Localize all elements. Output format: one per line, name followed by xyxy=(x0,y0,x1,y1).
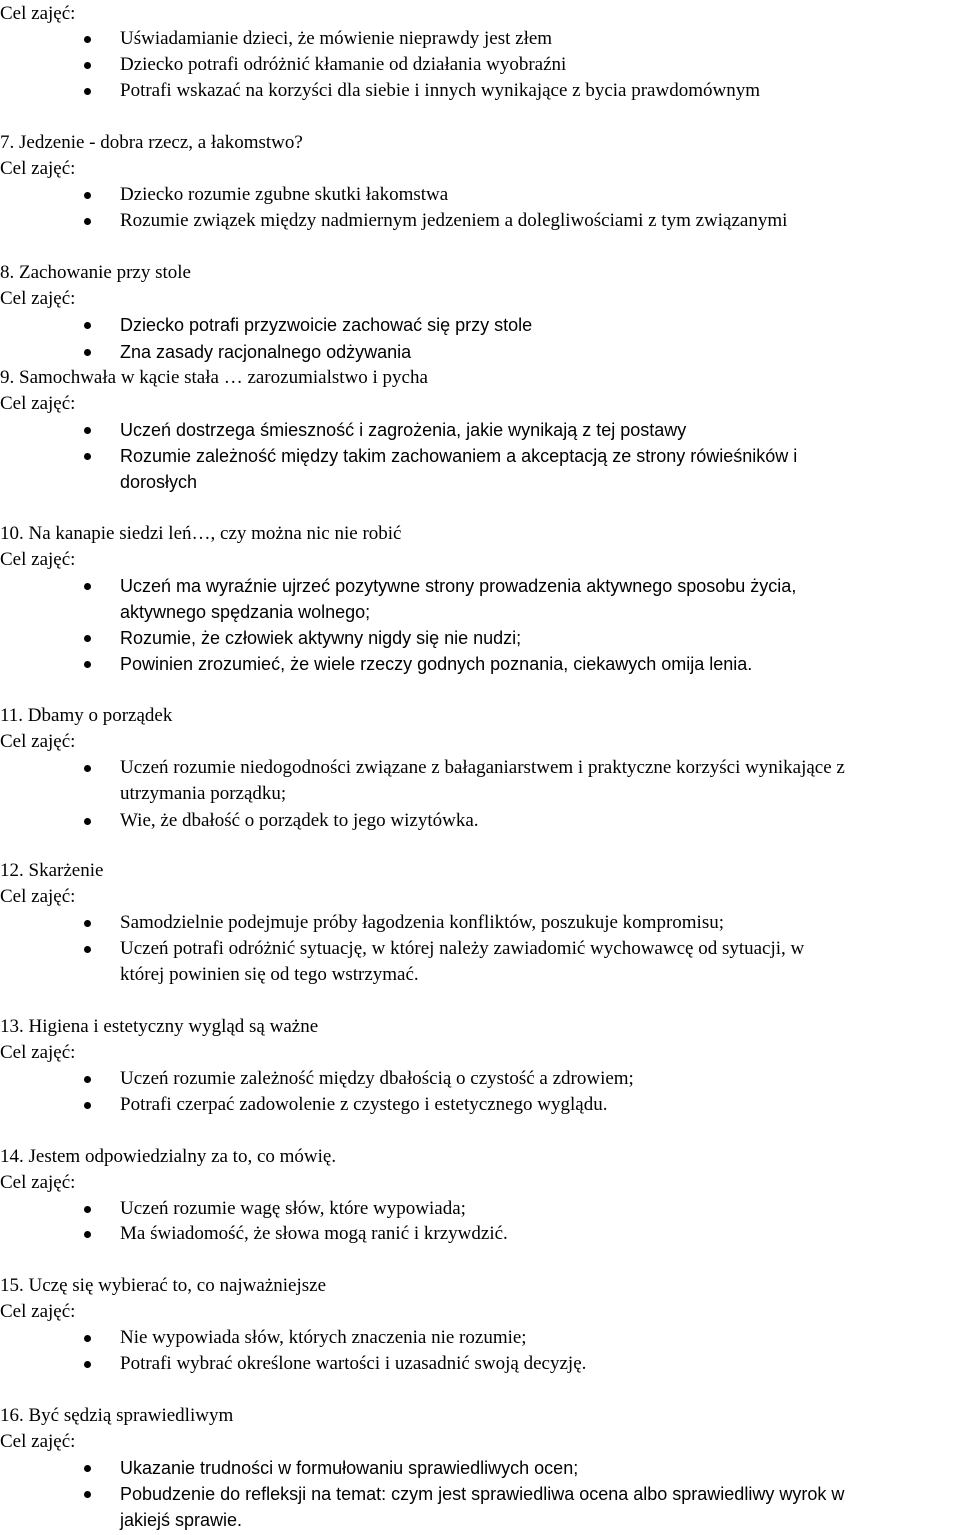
bullet-icon xyxy=(84,1491,91,1498)
list-item-text: Dziecko rozumie zgubne skutki łakomstwa xyxy=(120,184,449,205)
bullet-icon xyxy=(84,1231,91,1238)
section-heading: 9. Samochwała w kącie stała … zarozumialstwo i pycha xyxy=(0,367,428,388)
list-item-text: której powinien się od tego wstrzymać. xyxy=(120,964,419,985)
section-heading: 16. Być sędzią sprawiedliwym xyxy=(0,1405,234,1426)
list-item-text: Ma świadomość, że słowa mogą ranić i krzywdzić. xyxy=(120,1223,508,1244)
list-item-text: Rozumie zależność między takim zachowaniem a akceptacją ze strony rówieśników i xyxy=(120,446,798,466)
list-item-text: Dziecko potrafi odróżnić kłamanie od działania wyobraźni xyxy=(120,54,567,75)
list-item-text: Wie, że dbałość o porządek to jego wizytówka. xyxy=(120,810,479,831)
bullet-icon xyxy=(84,1102,91,1109)
section-heading: 10. Na kanapie siedzi leń…, czy można nic nie robić xyxy=(0,523,402,544)
section-heading: 8. Zachowanie przy stole xyxy=(0,262,191,283)
list-item-text: Zna zasady racjonalnego odżywania xyxy=(120,342,412,362)
goal-label: Cel zajęć: xyxy=(0,1301,76,1322)
bullet-icon xyxy=(84,635,91,642)
list-item-text: Ukazanie trudności w formułowaniu sprawiedliwych ocen; xyxy=(120,1458,579,1478)
bullet-icon xyxy=(84,62,91,69)
list-item-text: utrzymania porządku; xyxy=(120,783,287,804)
list-item-text: Samodzielnie podejmuje próby łagodzenia konfliktów, poszukuje kompromisu; xyxy=(120,912,725,933)
goal-label: Cel zajęć: xyxy=(0,158,76,179)
list-item-text: aktywnego spędzania wolnego; xyxy=(120,602,371,622)
list-item-text: Powinien zrozumieć, że wiele rzeczy godnych poznania, ciekawych omija lenia. xyxy=(120,654,753,674)
section-heading: 11. Dbamy o porządek xyxy=(0,705,173,726)
list-item-text: Uświadamianie dzieci, że mówienie nieprawdy jest złem xyxy=(120,28,553,49)
list-item-text: Rozumie, że człowiek aktywny nigdy się nie nudzi; xyxy=(120,628,522,648)
goal-label: Cel zajęć: xyxy=(0,1042,76,1063)
goal-label: Cel zajęć: xyxy=(0,1172,76,1193)
bullet-icon xyxy=(84,36,91,43)
list-item-text: Uczeń rozumie zależność między dbałością o czystość a zdrowiem; xyxy=(120,1068,634,1089)
section-heading: 12. Skarżenie xyxy=(0,860,104,881)
bullet-icon xyxy=(84,1076,91,1083)
list-item-text: Dziecko potrafi przyzwoicie zachować się przy stole xyxy=(120,315,533,335)
list-item-text: Potrafi czerpać zadowolenie z czystego i estetycznego wyglądu. xyxy=(120,1094,608,1115)
section-heading: 14. Jestem odpowiedzialny za to, co mówię. xyxy=(0,1146,337,1167)
bullet-icon xyxy=(84,946,91,953)
list-item-text: Uczeń dostrzega śmieszność i zagrożenia, jakie wynikają z tej postawy xyxy=(120,420,687,440)
list-item-text: jakiejś sprawie. xyxy=(120,1510,243,1530)
goal-label: Cel zajęć: xyxy=(0,731,76,752)
bullet-icon xyxy=(84,88,91,95)
list-item-text: Rozumie związek między nadmiernym jedzeniem a dolegliwościami z tym związanymi xyxy=(120,210,788,231)
bullet-icon xyxy=(84,349,91,356)
list-item-text: Potrafi wskazać na korzyści dla siebie i innych wynikające z bycia prawdomównym xyxy=(120,80,760,101)
list-item-text: Uczeń potrafi odróżnić sytuację, w której należy zawiadomić wychowawcę od sytuacji, w xyxy=(120,938,805,959)
list-item-text: Uczeń rozumie wagę słów, które wypowiada; xyxy=(120,1198,466,1219)
bullet-icon xyxy=(84,765,91,772)
section-heading: 13. Higiena i estetyczny wygląd są ważne xyxy=(0,1016,319,1037)
goal-label: Cel zajęć: xyxy=(0,1431,76,1452)
bullet-icon xyxy=(84,1361,91,1368)
bullet-icon xyxy=(84,818,91,825)
list-item-text: Potrafi wybrać określone wartości i uzasadnić swoją decyzję. xyxy=(120,1353,587,1374)
bullet-icon xyxy=(84,583,91,590)
goal-label: Cel zajęć: xyxy=(0,549,76,570)
list-item-text: Pobudzenie do refleksji na temat: czym jest sprawiedliwa ocena albo sprawiedliwy wyrok w xyxy=(120,1484,845,1504)
section-heading: 7. Jedzenie - dobra rzecz, a łakomstwo? xyxy=(0,132,303,153)
bullet-icon xyxy=(84,661,91,668)
bullet-icon xyxy=(84,1465,91,1472)
goal-label: Cel zajęć: xyxy=(0,3,76,24)
goal-label: Cel zajęć: xyxy=(0,886,76,907)
list-item-text: Uczeń ma wyraźnie ujrzeć pozytywne strony prowadzenia aktywnego sposobu życia, xyxy=(120,576,797,596)
bullet-icon xyxy=(84,1206,91,1213)
bullet-icon xyxy=(84,218,91,225)
bullet-icon xyxy=(84,453,91,460)
list-item-text: dorosłych xyxy=(120,472,198,492)
goal-label: Cel zajęć: xyxy=(0,393,76,414)
bullet-icon xyxy=(84,427,91,434)
goal-label: Cel zajęć: xyxy=(0,288,76,309)
bullet-icon xyxy=(84,1335,91,1342)
section-heading: 15. Uczę się wybierać to, co najważniejsze xyxy=(0,1275,327,1296)
list-item-text: Uczeń rozumie niedogodności związane z bałaganiarstwem i praktyczne korzyści wynikające z xyxy=(120,757,845,778)
bullet-icon xyxy=(84,192,91,199)
list-item-text: Nie wypowiada słów, których znaczenia nie rozumie; xyxy=(120,1327,527,1348)
bullet-icon xyxy=(84,920,91,927)
bullet-icon xyxy=(84,322,91,329)
